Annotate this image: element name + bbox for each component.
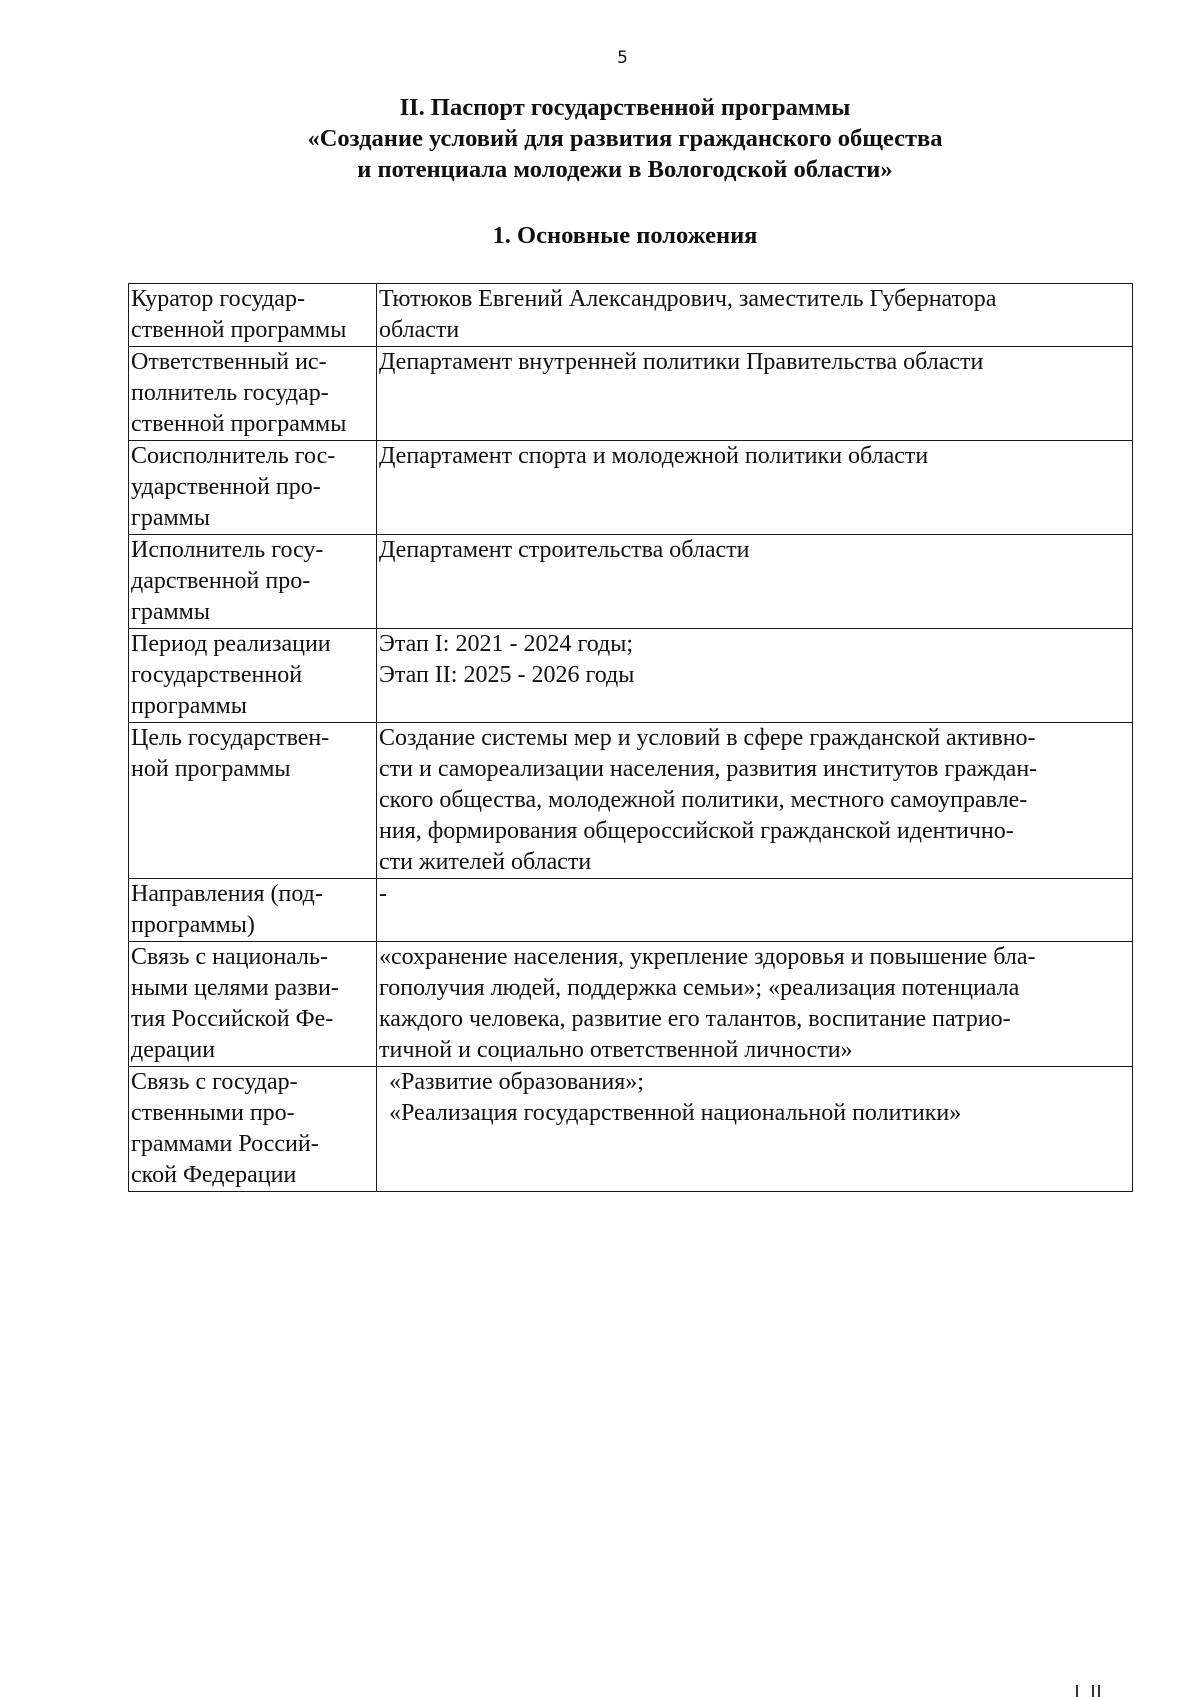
row-value	[377, 942, 1133, 1067]
title-line: и потенциала молодежи в Вологодской области»	[357, 156, 893, 183]
row-value-line: сти и самореализации населения, развития институтов граждан-	[379, 756, 1038, 782]
scan-edge-mark	[1070, 1683, 1110, 1697]
table-row	[129, 942, 1133, 1067]
row-label-line: Связь с государ-	[131, 1069, 298, 1095]
row-value	[377, 879, 1133, 942]
row-label-line: Связь с националь-	[131, 944, 328, 970]
row-value-line: каждого человека, развитие его талантов, воспитание патрио-	[379, 1006, 1011, 1032]
row-label-line: Ответственный ис-	[131, 349, 327, 375]
row-label-line: ственными про-	[131, 1100, 295, 1126]
row-value-line: Создание системы мер и условий в сфере гражданской активно-	[379, 725, 1036, 751]
table-row	[129, 441, 1133, 535]
row-label-line: государственной	[131, 662, 303, 688]
row-value	[377, 535, 1133, 629]
row-value	[377, 347, 1133, 441]
row-label	[129, 535, 377, 629]
table-row	[129, 535, 1133, 629]
row-label	[129, 879, 377, 942]
document-title	[140, 92, 1110, 185]
row-label	[129, 347, 377, 441]
row-value	[377, 441, 1133, 535]
row-label	[129, 1067, 377, 1192]
row-label-line: дарственной про-	[131, 568, 311, 594]
row-label-line: Соисполнитель гос-	[131, 443, 336, 469]
row-label-line: ударственной про-	[131, 474, 321, 500]
row-label-line: граммы	[131, 505, 210, 531]
row-value	[377, 629, 1133, 723]
row-value-line: Департамент строительства области	[379, 537, 750, 563]
row-value-line: «сохранение населения, укрепление здоровья и повышение бла-	[379, 944, 1036, 970]
row-label-line: программы)	[131, 912, 255, 938]
row-value-line: Департамент спорта и молодежной политики области	[379, 443, 929, 469]
passport-table	[128, 283, 1133, 1192]
row-label-line: ственной программы	[131, 317, 347, 343]
row-label-line: Период реализации	[131, 631, 331, 657]
row-label-line: Исполнитель госу-	[131, 537, 324, 563]
row-label	[129, 723, 377, 879]
row-label-line: дерации	[131, 1037, 216, 1063]
page-number: 5	[617, 48, 628, 68]
row-value-line: гополучия людей, поддержка семьи»; «реализация потенциала	[379, 975, 1020, 1001]
table-row	[129, 1067, 1133, 1192]
table-row	[129, 879, 1133, 942]
row-label-line: Куратор государ-	[131, 286, 305, 312]
row-label-line: полнитель государ-	[131, 380, 329, 406]
row-label-line: граммами Россий-	[131, 1131, 319, 1157]
row-value-line: ния, формирования общероссийской гражданской идентично-	[379, 818, 1014, 844]
row-label-line: граммы	[131, 599, 210, 625]
row-value-line: области	[379, 317, 460, 343]
title-line: «Создание условий для развития гражданского общества	[307, 125, 943, 152]
table-row	[129, 284, 1133, 347]
row-value-line: -	[379, 881, 387, 907]
row-label	[129, 629, 377, 723]
title-line: II. Паспорт государственной программы	[399, 94, 851, 121]
row-value-line: ского общества, молодежной политики, местного самоуправле-	[379, 787, 1028, 813]
row-value-line: Этап I: 2021 - 2024 годы;	[379, 631, 634, 657]
row-label	[129, 441, 377, 535]
row-label-line: ной программы	[131, 756, 291, 782]
row-value	[377, 1067, 1133, 1192]
row-value-line: «Развитие образования»;	[389, 1069, 644, 1095]
row-value	[377, 723, 1133, 879]
row-label	[129, 284, 377, 347]
row-label-line: тия Российской Фе-	[131, 1006, 334, 1032]
row-label-line: ными целями разви-	[131, 975, 339, 1001]
table-row	[129, 723, 1133, 879]
row-label-line: ственной программы	[131, 411, 347, 437]
row-value	[377, 284, 1133, 347]
row-label	[129, 942, 377, 1067]
row-label-line: Направления (под-	[131, 881, 323, 907]
row-label-line: Цель государствен-	[131, 725, 330, 751]
table-row	[129, 629, 1133, 723]
row-label-line: программы	[131, 693, 247, 719]
row-value-line: «Реализация государственной национальной политики»	[389, 1100, 962, 1126]
row-value-line: сти жителей области	[379, 849, 592, 875]
row-value-line: Департамент внутренней политики Правительства области	[379, 349, 984, 375]
row-value-line: тичной и социально ответственной личности»	[379, 1037, 853, 1063]
row-value-line: Этап II: 2025 - 2026 годы	[379, 662, 635, 688]
table-row	[129, 347, 1133, 441]
row-value-line: Тютюков Евгений Александрович, заместитель Губернатора	[379, 286, 997, 312]
row-label-line: ской Федерации	[131, 1162, 297, 1188]
section-heading: 1. Основные положения	[492, 222, 758, 249]
